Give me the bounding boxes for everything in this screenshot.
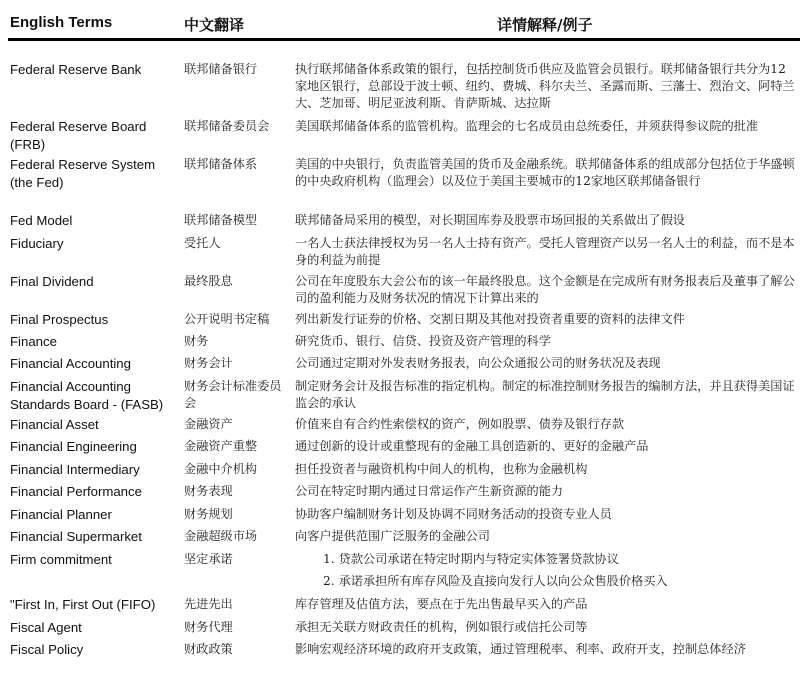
term-chinese: 财务表现 (184, 484, 233, 498)
term-chinese: 最终股息 (184, 274, 233, 288)
term-english: Firm commitment (10, 552, 112, 567)
term-english: Financial Engineering (10, 439, 137, 454)
header-chinese-translation: 中文翻译 (184, 16, 245, 34)
term-english: Financial Supermarket (10, 529, 142, 544)
term-english: Financial Intermediary (10, 462, 140, 477)
term-detail: 通过创新的设计或重整现有的金融工具创造新的、更好的金融产品 (295, 439, 649, 453)
term-chinese: 先进先出 (184, 597, 233, 611)
term-detail: 美国联邦储备体系的监管机构。监理会的七名成员由总统委任，并须获得参议院的批准 (295, 119, 759, 133)
term-english: Financial Asset (10, 417, 99, 432)
term-english: Financial Accounting (10, 356, 131, 371)
term-english: Fiscal Agent (10, 620, 82, 635)
term-chinese: 财务代理 (184, 620, 233, 634)
term-chinese: 受托人 (184, 236, 221, 250)
term-chinese: 金融资产重整 (184, 439, 258, 453)
term-detail: 一名人士获法律授权为另一名人士持有资产。受托人管理资产以另一名人士的利益，而不是本身的利益为前提 (295, 236, 795, 267)
term-detail: 向客户提供范围广泛服务的金融公司 (295, 529, 490, 543)
term-english: Fiscal Policy (10, 642, 84, 657)
term-chinese: 联邦储备体系 (184, 157, 258, 171)
term-detail: 联邦储备局采用的模型，对长期国库券及股票市场回报的关系做出了假设 (295, 213, 685, 227)
term-detail: 美国的中央银行，负责监管美国的货币及金融系统。联邦储备体系的组成部分包括位于华盛顿的中央政府机构（监理会）以及位于美国主要城市的12家地区联邦储备银行 (295, 157, 795, 188)
term-detail: 研究货币、银行、信贷、投资及资产管理的科学 (295, 334, 551, 348)
term-detail: 制定财务会计及报告标准的指定机构。制定的标准控制财务报告的编制方法，并且获得美国证监会的承认 (295, 379, 795, 410)
term-english: Final Dividend (10, 274, 94, 289)
header-english-terms: English Terms (10, 14, 113, 31)
term-english: "First In, First Out (FIFO) (10, 597, 156, 612)
term-english: Finance (10, 334, 57, 349)
header-detail-explanation: 详情解释/例子 (497, 16, 593, 34)
term-english: Financial Planner (10, 507, 112, 522)
term-chinese: 财务会计标准委员会 (184, 379, 282, 410)
term-chinese: 坚定承诺 (184, 552, 233, 566)
term-english: Federal Reserve Board (FRB) (10, 119, 147, 152)
term-detail-item-1: 1. 贷款公司承诺在特定时期内与特定实体签署贷款协议 (323, 552, 619, 566)
term-detail: 库存管理及估值方法，要点在于先出售最早买入的产品 (295, 597, 588, 611)
term-detail: 担任投资者与融资机构中间人的机构，也称为金融机构 (295, 462, 588, 476)
term-detail: 公司在年度股东大会公布的该一年最终股息。这个金额是在完成所有财务报表后及董事了解公司的盈利能力及财务状况的情况下计算出来的 (295, 274, 795, 305)
term-detail: 影响宏观经济环境的政府开支政策，通过管理税率、利率、政府开支，控制总体经济 (295, 642, 746, 656)
term-detail: 公司通过定期对外发表财务报表，向公众通报公司的财务状况及表现 (295, 356, 661, 370)
term-detail: 列出新发行证券的价格、交割日期及其他对投资者重要的资料的法律文件 (295, 312, 685, 326)
term-chinese: 联邦储备银行 (184, 62, 258, 76)
term-chinese: 财务规划 (184, 507, 233, 521)
term-english: Financial Performance (10, 484, 142, 499)
term-chinese: 财务 (184, 334, 209, 348)
term-english: Financial Accounting Standards Board - (FASB) (10, 379, 164, 412)
term-chinese: 金融中介机构 (184, 462, 258, 476)
term-english: Final Prospectus (10, 312, 109, 327)
term-chinese: 公开说明书定稿 (184, 312, 270, 326)
term-chinese: 金融超级市场 (184, 529, 258, 543)
term-detail: 承担无关联方财政责任的机构，例如银行或信托公司等 (295, 620, 588, 634)
term-detail: 执行联邦储备体系政策的银行，包括控制货币供应及监管会员银行。联邦储备银行共分为12家地区银行，总部设于波士顿、纽约、费城、科尔夫兰、圣露而斯、三藩士、烈治文、阿特兰大、芝加哥、明尼亚波利斯、肯萨斯城、达拉斯 (295, 62, 795, 110)
term-chinese: 财政政策 (184, 642, 233, 656)
term-detail-item-2: 2. 承诺承担所有库存风险及直接向发行人以向公众售股价格买入 (323, 574, 668, 588)
term-english: Federal Reserve Bank (10, 62, 142, 77)
term-chinese: 联邦储备委员会 (184, 119, 270, 133)
header-rule-thin (8, 40, 800, 41)
term-english: Fed Model (10, 213, 73, 228)
term-english: Federal Reserve System (the Fed) (10, 157, 156, 190)
term-chinese: 财务会计 (184, 356, 233, 370)
term-english: Fiduciary (10, 236, 64, 251)
term-detail: 公司在特定时期内通过日常运作产生新资源的能力 (295, 484, 564, 498)
term-chinese: 金融资产 (184, 417, 233, 431)
term-detail: 协助客户编制财务计划及协调不同财务活动的投资专业人员 (295, 507, 612, 521)
term-chinese: 联邦储备模型 (184, 213, 258, 227)
term-detail: 价值来自有合约性索偿权的资产，例如股票、债券及银行存款 (295, 417, 625, 431)
